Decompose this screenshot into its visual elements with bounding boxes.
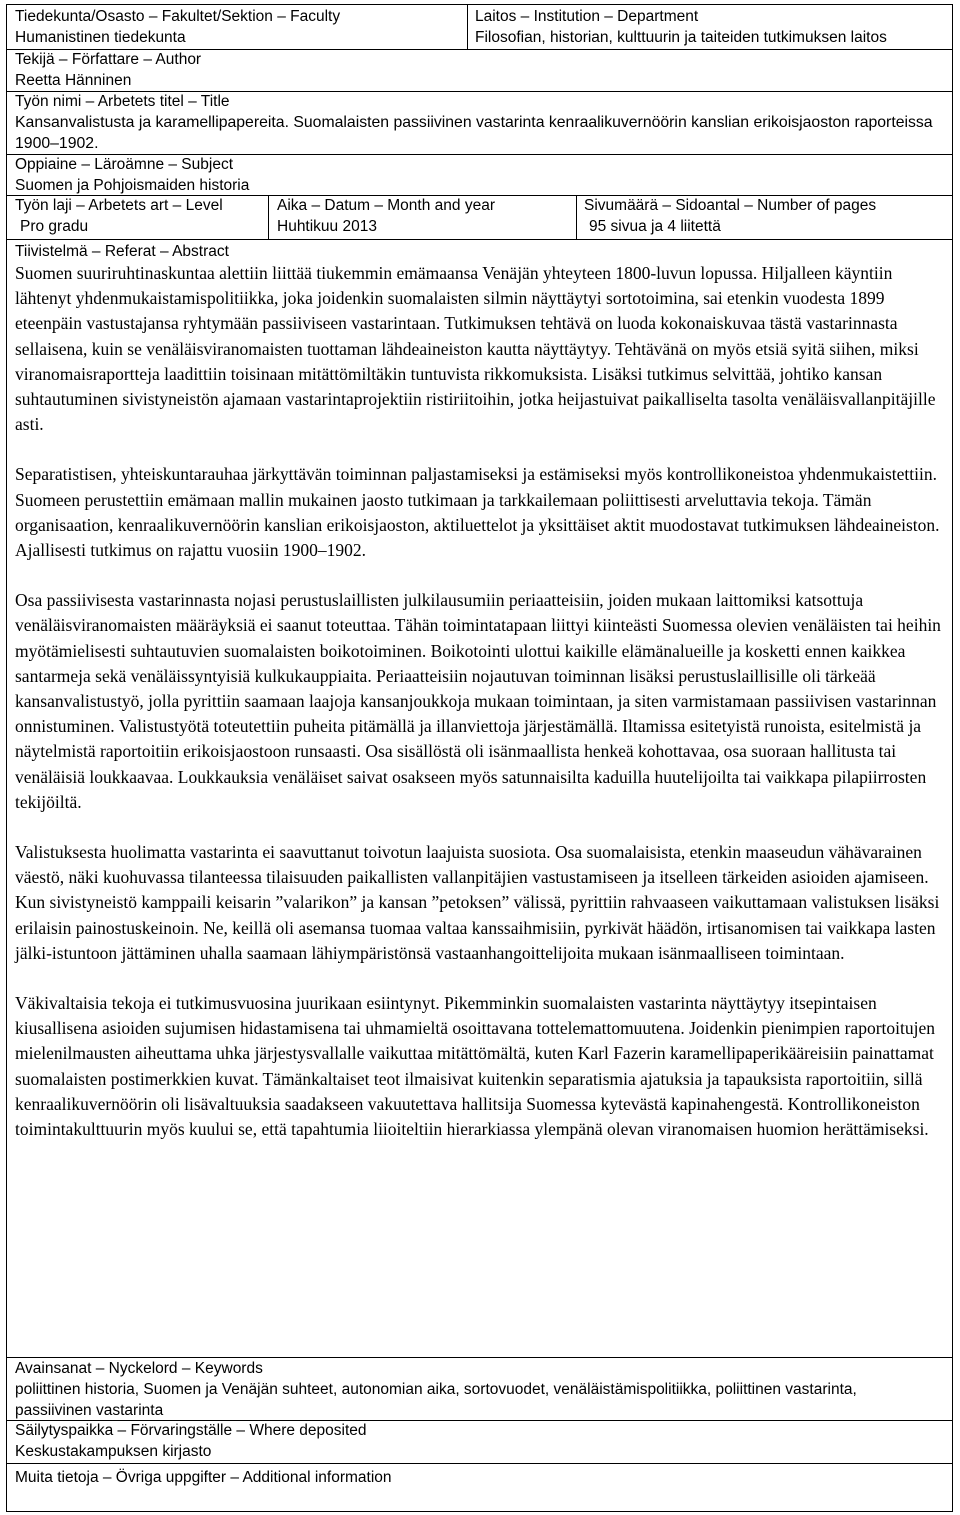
- subject-label: Oppiaine – Läroämne – Subject: [15, 156, 234, 173]
- divider: [268, 195, 269, 239]
- pages-label: Sivumäärä – Sidoantal – Number of pages: [584, 197, 877, 214]
- additional-cell: [15, 1467, 945, 1488]
- divider: [467, 5, 468, 49]
- keywords-cell: [15, 1358, 945, 1421]
- abstract-body: [15, 261, 943, 1142]
- author-label: Tekijä – Författare – Author: [15, 51, 202, 68]
- date-cell: [277, 195, 577, 237]
- divider: [7, 1463, 952, 1464]
- faculty-cell: [15, 6, 470, 48]
- abstract-paragraph: Osa passiivisesta vastarinnasta nojasi perustuslaillisten julkilausumiin periaatteisiin, joiden mukaan laittomiksi katsottuja venäläisviranomaisten määräyksiä ei saanut toteuttaa. Tähän toimintatapaan liittyi kiinteästi Suomessa olevien venäläisten tai heihin myötämielisesti suhtautuvien suomalaisten boikotoiminen. Boikotointi ulottui kaikille elämänalueille ja kosketti ennen kaikkea santarmeja sekä venäläissyntyisiä kulkukauppiaita. Periaatteisiin nojautuvan toiminnan lisäksi perustuslaillisille oli tärkeää kansanvalistustyö, jolla pyrittiin saamaan laajoja kansanjoukkoja mukaan toimintaan, ja siten varmistamaan passiivisen vastarinnan onnistuminen. Valistustyötä toteutettiin puheita pitämällä ja illanviettoja järjestämällä. Iltamissa esitetyistä runoista, esitelmistä ja näytelmistä raportoitiin erikoisjaostoon runsaasti. Osa sisällöstä oli isänmaallista henkeä kohottavaa, osa suoraan hallitusta tai venäläisiä loukkaavaa. Loukkauksia venäläiset saivat osakseen myös satunnaisilta kaduilla huutelijoilta tai vaikkapa pilapiirrosten tekijöiltä.: [15, 590, 941, 812]
- keywords-value: poliittinen historia, Suomen ja Venäjän suhteet, autonomian aika, sortovuodet, venäläistämispolitiikka, poliittinen vastarinta, passiivinen vastarinta: [15, 1381, 857, 1419]
- title-cell: [15, 91, 950, 154]
- level-cell: [15, 195, 270, 237]
- deposited-value: Keskustakampuksen kirjasto: [15, 1443, 212, 1460]
- title-value: Kansanvalistusta ja karamellipapereita. Suomalaisten passiivinen vastarinta kenraalikuvernöörin kanslian erikoisjaoston raporteissa 1900–1902.: [15, 114, 933, 152]
- deposited-cell: [15, 1420, 945, 1462]
- pages-cell: [584, 195, 949, 237]
- department-cell: [475, 6, 950, 48]
- faculty-label: Tiedekunta/Osasto – Fakultet/Sektion – Faculty: [15, 8, 341, 25]
- level-value: Pro gradu: [20, 218, 89, 235]
- date-value: Huhtikuu 2013: [277, 218, 377, 235]
- divider: [576, 195, 577, 239]
- abstract-paragraph: Separatistisen, yhteiskuntarauhaa järkyttävän toiminnan paljastamiseksi ja estämiseksi myös kontrollikoneistoa yhdenmukaistettiin. Suomeen perustettiin emämaan mallin mukainen jaosto tutkimaan ja tarkkailemaan poliittisesti arveluttavia tekoja. Tämän organisaation, kenraalikuvernöörin kanslian erikoisjaoston, aktiluettelot ja yksittäiset aktit muodostavat tutkimuksen lähdeaineiston. Ajallisesti tutkimus on rajattu vuosiin 1900–1902.: [15, 464, 940, 561]
- abstract-paragraph: Valistuksesta huolimatta vastarinta ei saavuttanut toivotun laajuista suosiota. Osa suomalaisista, etenkin maaseudun vähävarainen väestö, näki kuohuvassa tilanteessa tilaisuuden paikallisten vallanpitäjien vastustamiseen ja itselleen tärkeiden asioiden ajamiseen. Kun sivistyneistö kamppaili keisarin ”valarikon” ja kansan ”petoksen” välissä, pyrittiin rahvaaseen vaikuttamaan valistuksen lisäksi erilaisin painostuskeinoin. Ne, keillä oli asemansa tuomaa valtaa kanssaihmisiin, pyrkivät häädön, irtisanomisen tai vaikkapa lasten jälki-istuntoon jättäminen uhalla saamaan lähiympäristönsä vastaanhangoittelijoita mukaan isänmaalliseen toimintaan.: [15, 842, 940, 963]
- level-label: Työn laji – Arbetets art – Level: [15, 197, 223, 214]
- subject-value: Suomen ja Pohjoismaiden historia: [15, 177, 250, 194]
- abstract-paragraph: Väkivaltaisia tekoja ei tutkimusvuosina juurikaan esiintynyt. Pikemminkin suomalaisten vastarinta näyttäytyy itsepintaisen kiusallisena asioiden sujumisen hidastamisena tai uhmamieltä osoittavana tottelemattomuutena. Joidenkin pienimpien raportoitujen mielenilmausten aiheuttama uhka järjestysvallalle vaikuttaa mitättömältä, kuten Karl Fazerin karamellipaperikääreisiin painattamat suomalaisten postimerkkien kuvat. Tämänkaltaiset teot ilmaisivat kuitenkin separatismia ajatuksia ja tapauksista raportoitiin, sillä kenraalikuvernöörin oli lisävaltuuksia saadakseen vakuutettava hallitsija Suomessa kytevästä kapinahengestä. Kontrollikoneiston toimintakulttuurin myös kuului se, että tapahtumia liioiteltiin hierarkiassa ylempänä olevan viranomaisen huomion herättämiseksi.: [15, 993, 935, 1140]
- department-label: Laitos – Institution – Department: [475, 8, 699, 25]
- pages-value: 95 sivua ja 4 liitettä: [589, 218, 721, 235]
- additional-label: Muita tietoja – Övriga uppgifter – Additional information: [15, 1469, 392, 1486]
- abstract-label: Tiivistelmä – Referat – Abstract: [15, 243, 229, 260]
- divider: [7, 239, 952, 240]
- department-value: Filosofian, historian, kulttuurin ja taiteiden tutkimuksen laitos: [475, 29, 887, 46]
- title-label: Työn nimi – Arbetets titel – Title: [15, 93, 230, 110]
- subject-cell: [15, 154, 935, 196]
- date-label: Aika – Datum – Month and year: [277, 197, 495, 214]
- keywords-label: Avainsanat – Nyckelord – Keywords: [15, 1360, 263, 1377]
- thesis-abstract-form: [6, 4, 953, 1512]
- abstract-paragraph: Suomen suuriruhtinaskuntaa alettiin liittää tiukemmin emämaansa Venäjän yhteyteen 1800-luvun lopussa. Hiljalleen käyntiin lähtenyt yhdenmukaistamispolitiikka, joka joidenkin suomalaisten silmin näyttäytyi sortotoimina, sai etenkin vuodesta 1899 eteenpäin vastustajansa ryhtymään passiiviseen vastarintaan. Tutkimuksen tehtävä on luoda kokonaiskuvaa tästä vastarinnasta sellaisena, kuin se venäläisviranomaisten tuottaman lähdeaineiston kautta näyttäytyy. Tehtävänä on myös etsiä syitä siihen, miksi viranomaisraportteja laadittiin toisinaan mitättömiltäkin tuntuvista rikkomuksista. Lisäksi tutkimus selvittää, johtiko kansan suhtautuminen sivistyneistön ajamaan vastarintaprojektiin ristiriitoihin, jotka heijastuivat paikalliselta tasolta venäläisvallanpitäjille asti.: [15, 263, 936, 435]
- author-cell: [15, 49, 935, 91]
- faculty-value: Humanistinen tiedekunta: [15, 29, 186, 46]
- deposited-label: Säilytyspaikka – Förvaringställe – Where deposited: [15, 1422, 367, 1439]
- abstract-cell: [15, 241, 945, 1167]
- author-value: Reetta Hänninen: [15, 72, 132, 89]
